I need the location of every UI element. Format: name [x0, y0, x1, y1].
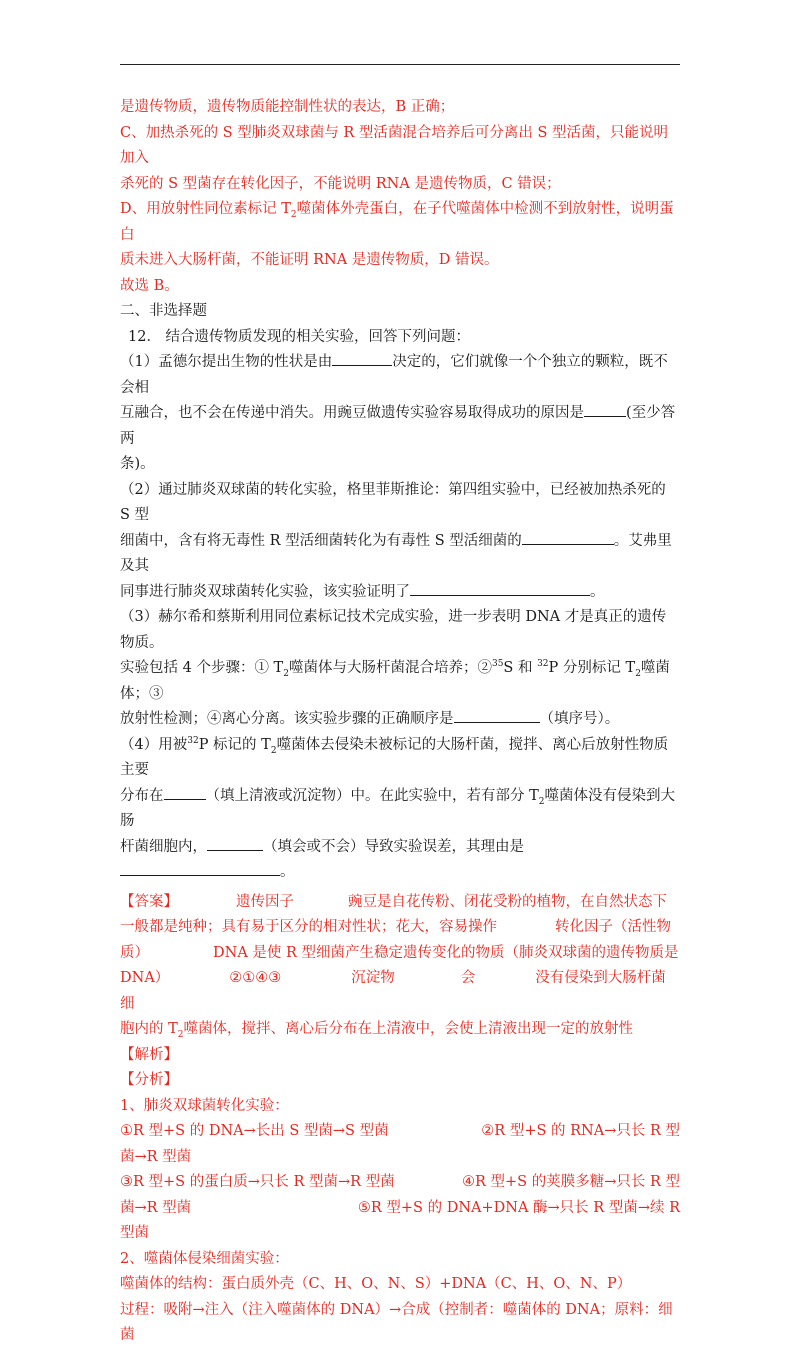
header-rule — [120, 64, 680, 65]
text-line — [120, 835, 680, 861]
text-line — [120, 529, 680, 580]
text-span: 放射性检测；④离心分离。该实验步骤的正确顺序是 — [120, 711, 454, 727]
text-line: 型菌 — [120, 1225, 149, 1241]
text-line: 菌→R 型菌 — [120, 1148, 192, 1165]
subscript: 2 — [538, 796, 545, 807]
text-span: (至少答两 — [120, 405, 676, 447]
answer-text: 胞内的 T — [120, 1021, 178, 1037]
answer-blank — [522, 530, 614, 545]
text-line — [120, 860, 680, 886]
text-span: 实验包括 4 个步骤：① T — [120, 660, 284, 676]
subscript: 2 — [635, 668, 641, 679]
text-span: ②R 型+S 的 RNA→只长 R 型 — [481, 1123, 680, 1139]
text-span: 同事进行肺炎双球菌转化实验，该实验证明了 — [120, 583, 410, 600]
answer-text: 沉淀物 — [351, 970, 395, 986]
question-part-1 — [120, 350, 680, 401]
superscript: 32 — [187, 735, 199, 746]
text-span: 菌→R 型菌 — [120, 1199, 192, 1216]
text-line — [120, 784, 680, 835]
answer-line — [120, 966, 680, 1017]
text-span: ④R 型+S 的荚膜多糖→只长 R 型 — [461, 1174, 680, 1190]
question-title: 12． 结合遗传物质发现的相关实验，回答下列问题： — [128, 328, 471, 345]
answer-label: 【答案】 — [120, 893, 178, 910]
superscript: 32 — [537, 659, 549, 670]
question-part-4 — [120, 733, 680, 784]
answer-text: 没有侵染到大肠杆菌细 — [120, 970, 666, 1012]
text-span: 。 — [280, 864, 295, 880]
text-line — [120, 1196, 680, 1222]
text-span: 。 — [590, 583, 605, 600]
text-line — [120, 1170, 680, 1196]
answer-text: DNA 是使 R 型细菌产生稳定遗传变化的物质（肺炎双球菌的遗传物质是 — [213, 944, 679, 961]
answer-line — [120, 890, 680, 916]
text-span: （填上清液或沉淀物）中。在此实验中，若有部分 T — [205, 787, 539, 804]
text-line: 1、肺炎双球菌转化实验： — [120, 1097, 289, 1114]
superscript: 35 — [491, 659, 504, 670]
text-line — [120, 707, 680, 733]
answer-blank — [332, 351, 392, 366]
answer-text: 噬菌体，搅拌、离心后分布在上清液中，会使上清液出现一定的放射性 — [183, 1021, 634, 1037]
text-span: （4）用被 — [120, 736, 188, 753]
answer-blank — [207, 836, 263, 851]
text-span: 分布在 — [120, 787, 164, 804]
text-line: 过程：吸附→注入（注入噬菌体的 DNA）→合成（控制者：噬菌体的 DNA；原料：细菌 — [120, 1301, 673, 1343]
text-line: 2、噬菌体侵染细菌实验： — [120, 1250, 289, 1267]
text-span: 噬菌体；③ — [120, 660, 670, 702]
question-part-3: （3）赫尔希和蔡斯利用同位素标记技术完成实验，进一步表明 DNA 才是真正的遗传物质。 — [120, 609, 667, 651]
text-span: （填会或不会）导致实验误差，其理由是 — [263, 838, 524, 855]
text-span: ③R 型+S 的蛋白质→只长 R 型菌→R 型菌 — [120, 1174, 395, 1190]
text-line: C、加热杀死的 S 型肺炎双球菌与 R 型活菌混合培养后可分离出 S 型活菌，只能说明加入 — [120, 124, 669, 166]
text-span: 细菌中，含有将无毒性 R 型活细菌转化为有毒性 S 型活细菌的 — [120, 532, 522, 549]
text-line: 噬菌体的结构：蛋白质外壳（C、H、O、N、S）+DNA（C、H、O、N、P） — [120, 1276, 632, 1292]
text-span: P 分别标记 T — [548, 660, 636, 676]
answer-blank — [584, 402, 626, 417]
text-span: （填序号）。 — [539, 711, 620, 727]
answer-text: ②①④③ — [229, 970, 282, 986]
answer-blank — [454, 708, 540, 723]
question-part-2: （2）通过肺炎双球菌的转化实验，格里菲斯推论：第四组实验中，已经被加热杀死的 S 型 — [120, 481, 666, 523]
text-line: 是遗传物质，遗传物质能控制性状的表达，B 正确； — [120, 99, 455, 115]
subscript: 2 — [177, 1029, 184, 1040]
text-span: 噬菌体与大肠杆菌混合培养；② — [288, 660, 492, 676]
answer-line — [120, 941, 680, 967]
subscript: 2 — [290, 209, 297, 220]
text-span: S 和 — [503, 660, 533, 676]
text-span: 噬菌体没有侵染到大肠 — [120, 787, 676, 829]
answer-text: 遗传因子 — [236, 893, 294, 910]
analysis-label: 【解析】 — [120, 1046, 178, 1063]
subscript: 2 — [283, 668, 289, 679]
text-span: 杆菌细胞内， — [120, 838, 207, 855]
text-line: 条)。 — [120, 456, 155, 472]
text-line — [120, 197, 680, 248]
answer-blank — [410, 581, 590, 596]
answer-text: 一般都是纯种；具有易于区分的相对性状；花大，容易操作 — [120, 919, 497, 935]
answer-text: DNA） — [120, 970, 170, 986]
answer-text: 会 — [460, 970, 476, 986]
answer-text: 质） — [120, 944, 149, 961]
text-line: 故选 B。 — [120, 277, 179, 294]
text-line — [120, 401, 680, 452]
text-line — [120, 580, 680, 606]
answer-text: 豌豆是自花传粉、闭花受粉的植物，在自然状态下 — [348, 893, 667, 910]
subscript: 2 — [270, 745, 277, 756]
analysis-label: 【分析】 — [120, 1072, 178, 1088]
answer-line — [120, 915, 680, 941]
text-line: 质未进入大肠杆菌，不能证明 RNA 是遗传物质，D 错误。 — [120, 252, 499, 268]
text-span: 。艾弗里及其 — [120, 532, 672, 574]
text-span: 噬菌体外壳蛋白，在子代噬菌体中检测不到放射性，说明蛋白 — [120, 201, 674, 243]
text-line — [120, 656, 680, 707]
answer-line — [120, 1017, 680, 1043]
text-span: ①R 型+S 的 DNA→长出 S 型菌→S 型菌 — [120, 1123, 389, 1139]
text-span: 决定的，它们就像一个个独立的颗粒，既不会相 — [120, 354, 668, 396]
text-span: 互融合，也不会在传递中消失。用豌豆做遗传实验容易取得成功的原因是 — [120, 405, 584, 421]
text-span: P 标记的 T — [198, 736, 271, 753]
page-content — [120, 95, 680, 1349]
text-span: （1）孟德尔提出生物的性状是由 — [120, 354, 333, 370]
answer-blank — [164, 785, 206, 800]
text-span: 噬菌体去侵染未被标记的大肠杆菌，搅拌、离心后放射性物质主要 — [120, 736, 669, 778]
text-span: D、用放射性同位素标记 T — [120, 201, 291, 217]
text-line: 杀死的 S 型菌存在转化因子，不能说明 RNA 是遗传物质，C 错误； — [120, 175, 561, 192]
section-heading: 二、非选择题 — [120, 303, 207, 319]
text-span: ⑤R 型+S 的 DNA+DNA 酶→只长 R 型菌→续 R — [357, 1199, 680, 1216]
answer-text: 转化因子（活性物 — [555, 919, 671, 935]
answer-blank — [120, 861, 280, 876]
